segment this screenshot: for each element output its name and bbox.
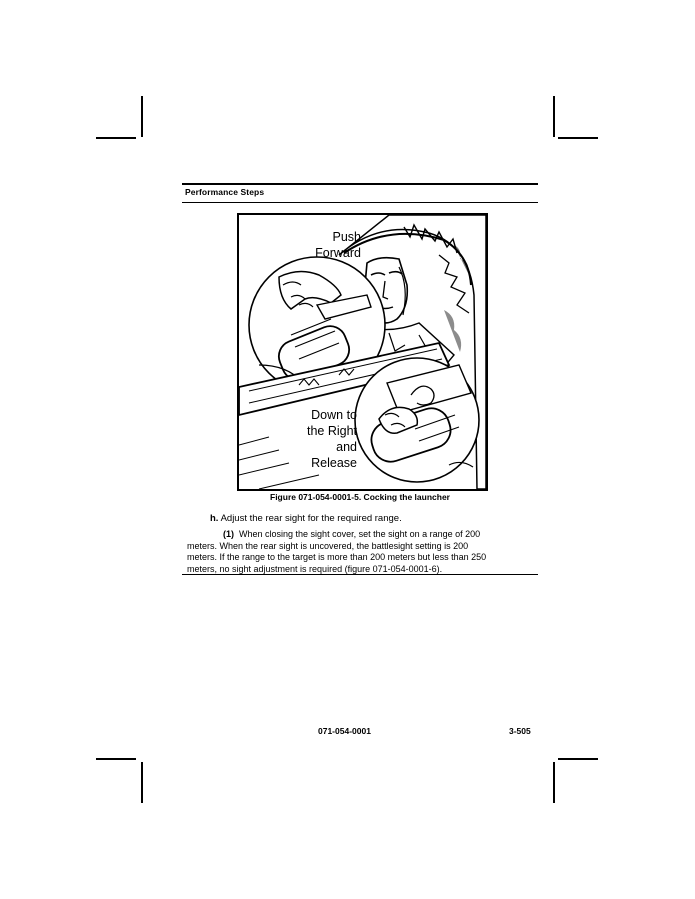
figure-illustration — [237, 213, 488, 491]
label-line: and — [336, 440, 357, 454]
crop-mark — [96, 758, 136, 760]
label-line: the Right — [306, 424, 357, 438]
crop-mark — [558, 758, 598, 760]
release-label — [279, 407, 357, 471]
step-h — [210, 513, 402, 524]
label-line: Down to — [311, 408, 357, 422]
paragraph-line: meters. When the rear sight is uncovered, the battlesight setting is 200 — [187, 540, 469, 551]
crop-mark — [553, 762, 555, 803]
paragraph-text: When closing the sight cover, set the sight on a range of 200 — [239, 529, 481, 539]
step-marker: (1) — [223, 529, 234, 539]
crop-mark — [141, 96, 143, 137]
paragraph-line: meters, no sight adjustment is required (figure 071-054-0001-6). — [187, 563, 443, 574]
header-rule — [182, 183, 538, 185]
crop-mark — [141, 762, 143, 803]
figure-caption: Figure 071-054-0001-5. Cocking the launcher — [270, 492, 450, 502]
document-number: 071-054-0001 — [318, 726, 371, 736]
section-end-rule — [182, 574, 538, 575]
step-1-paragraph — [187, 529, 537, 575]
push-forward-label — [291, 229, 361, 261]
step-text: Adjust the rear sight for the required range. — [220, 513, 402, 524]
crop-mark — [553, 96, 555, 137]
soldier-launcher-illustration — [239, 215, 486, 489]
crop-mark — [558, 137, 598, 139]
label-line: Release — [311, 456, 357, 470]
paragraph-line: meters. If the range to the target is more than 200 meters but less than 250 — [187, 552, 487, 563]
section-title: Performance Steps — [185, 187, 265, 197]
step-marker: h. — [210, 513, 219, 524]
crop-mark — [96, 137, 136, 139]
header-rule-thin — [182, 202, 538, 203]
paragraph-line — [187, 529, 537, 541]
label-line: Push — [332, 230, 361, 244]
label-line: Forward — [315, 246, 361, 260]
page-number: 3-505 — [509, 726, 531, 736]
